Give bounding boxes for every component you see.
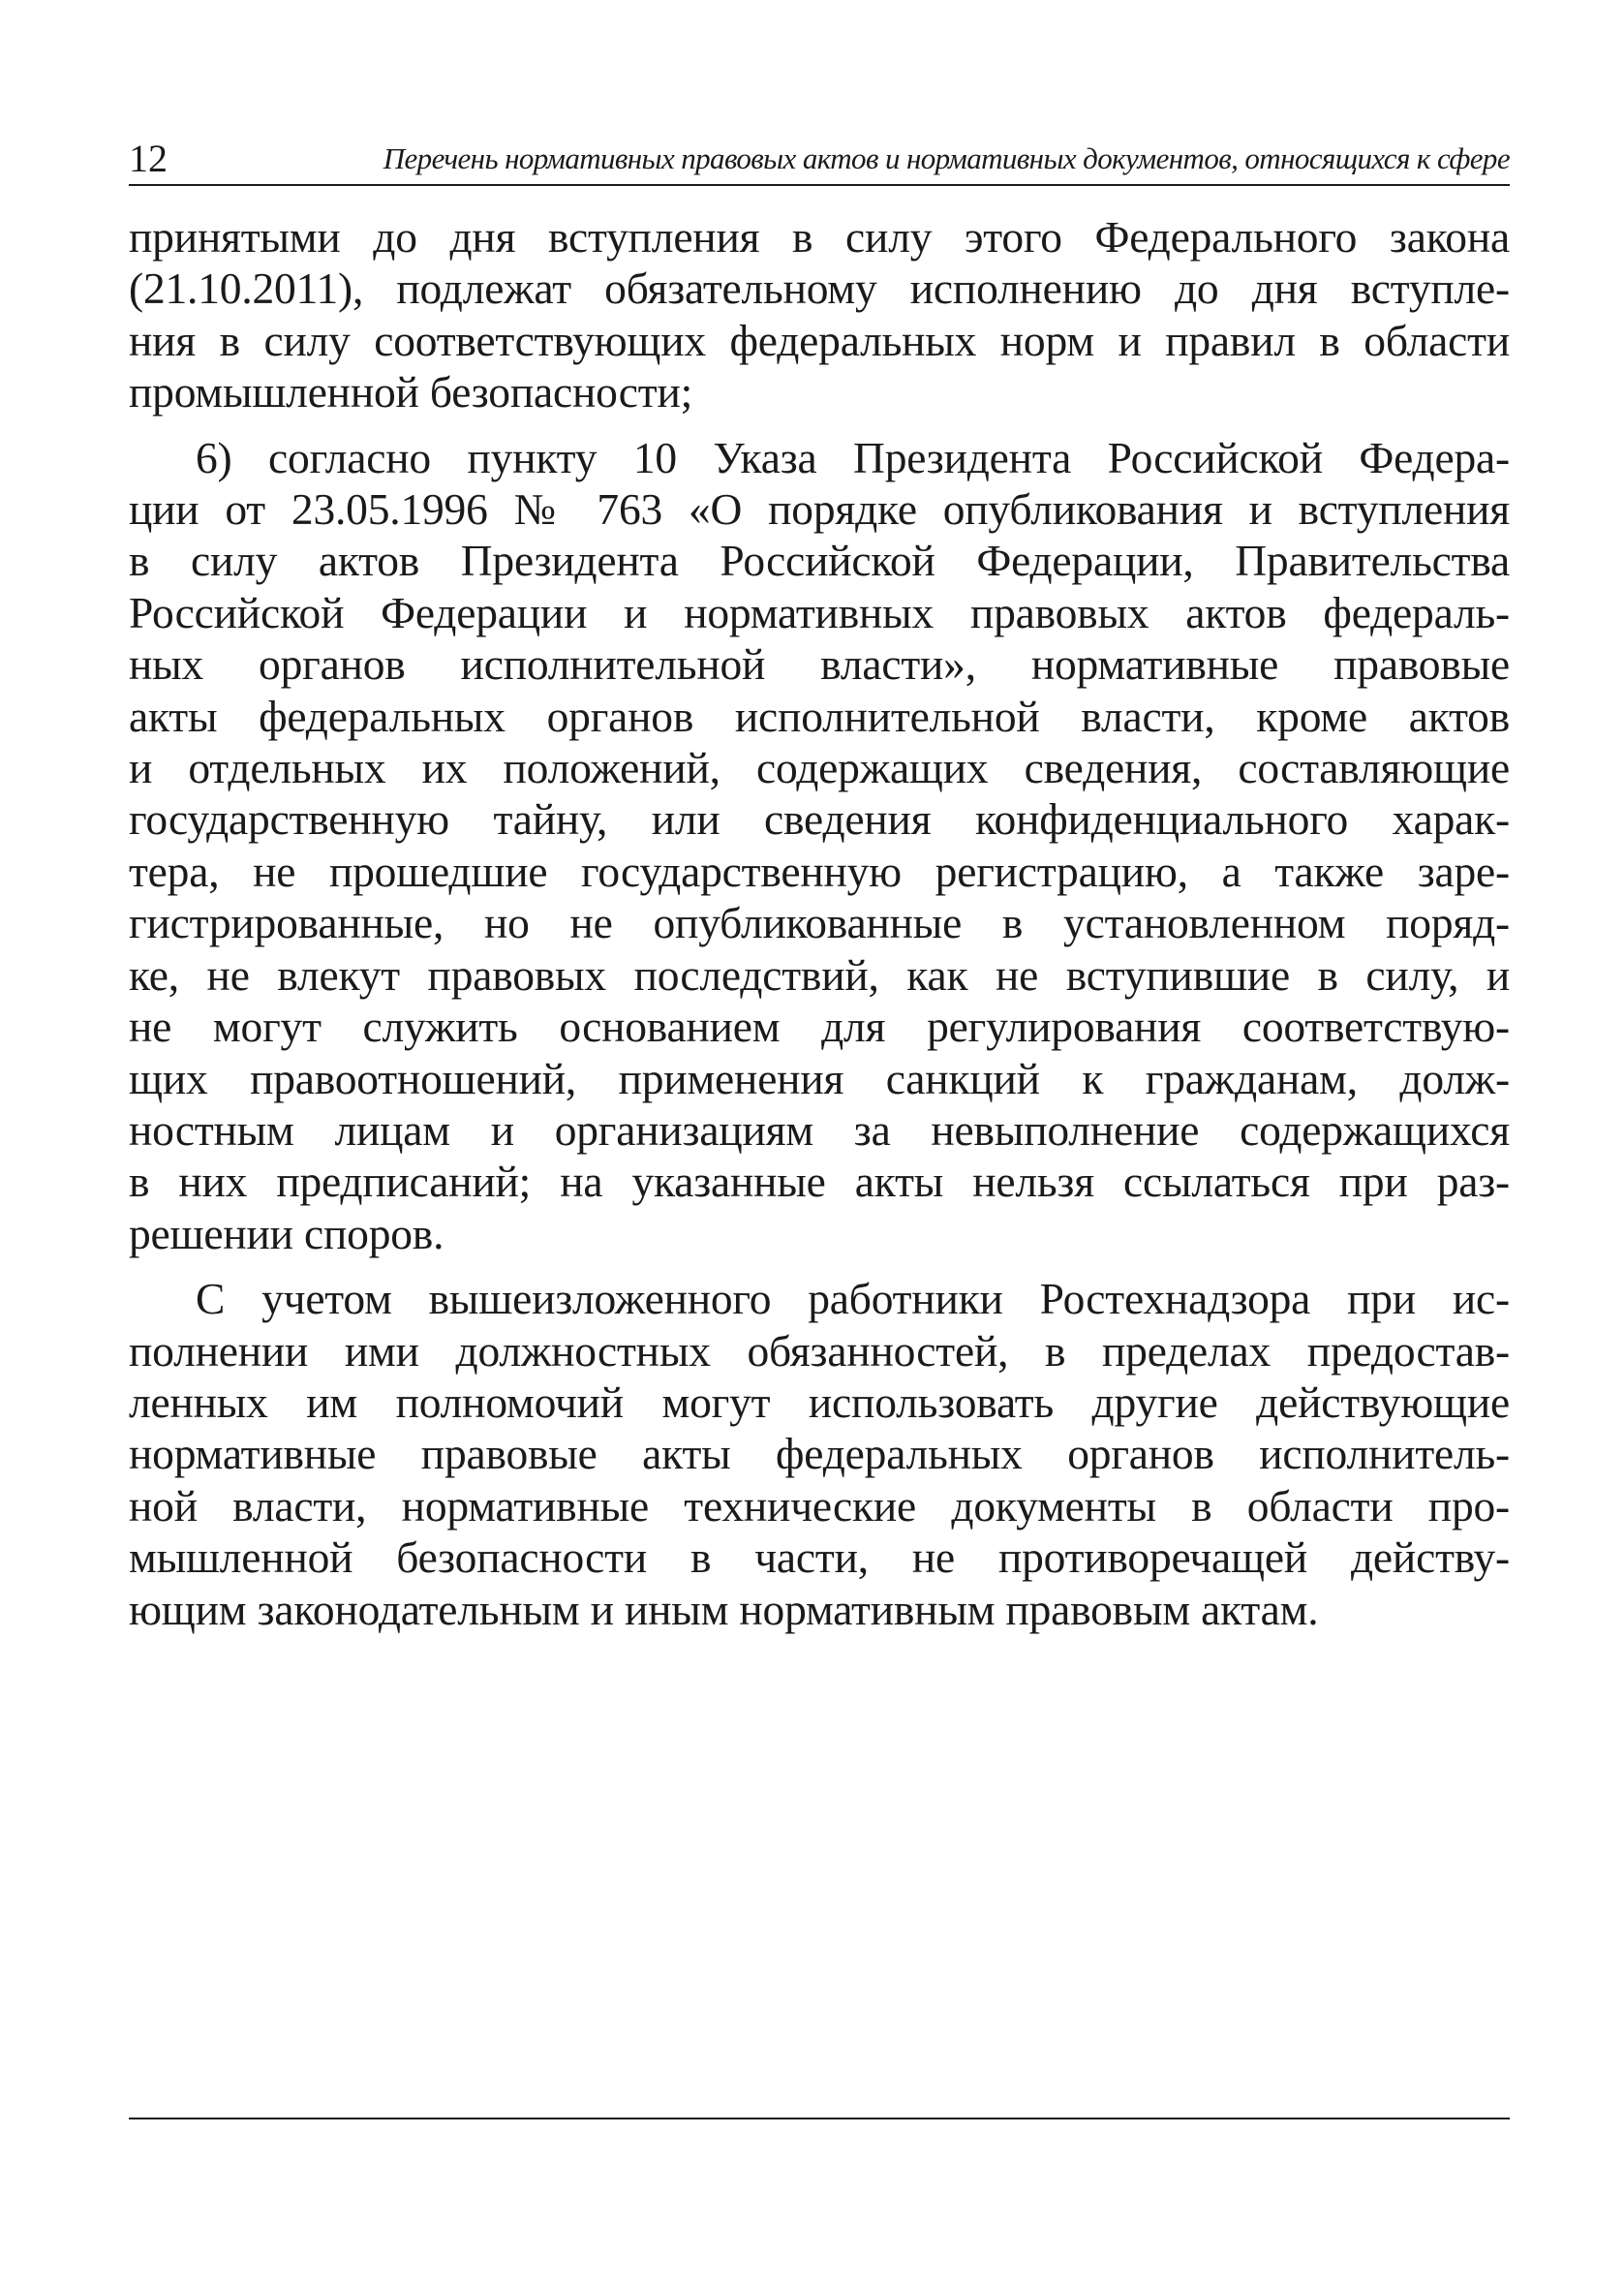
running-header	[129, 136, 1510, 186]
text-line: ностным лицам и организациям за невыполнение содержащихся	[129, 1104, 1510, 1155]
text-line: промышленной безопасности;	[129, 367, 693, 418]
text-line: ния в силу соответствующих федеральных норм и правил в области	[129, 315, 1510, 365]
text-line: решении споров.	[129, 1208, 444, 1258]
text-line: в силу актов Президента Российской Федерации, Правительства	[129, 536, 1510, 586]
footer-rule	[129, 2118, 1510, 2119]
text-line: ке, не влекут правовых последствий, как не вступившие в силу, и	[129, 949, 1510, 1000]
text-line: щих правоотношений, применения санкций к гражданам, долж-	[129, 1053, 1510, 1103]
body-text	[129, 211, 1510, 1649]
text-line: гистрированные, но не опубликованные в установленном поряд-	[129, 898, 1510, 948]
text-line: в них предписаний; на указанные акты нельзя ссылаться при раз-	[129, 1157, 1510, 1207]
paragraph-item-6	[129, 432, 1510, 1260]
text-line: ющим законодательным и иным нормативным правовым актам.	[129, 1584, 1319, 1634]
text-line: (21.10.2011), подлежат обязательному исполнению до дня вступле-	[129, 263, 1510, 314]
text-line: полнении ими должностных обязанностей, в пределах предостав-	[129, 1325, 1510, 1376]
text-line: мышленной безопасности в части, не противоречащей действу-	[129, 1532, 1510, 1583]
text-line: С учетом вышеизложенного работники Ростехнадзора при ис-	[196, 1274, 1510, 1324]
page-number: 12	[129, 137, 168, 180]
text-line: 6) согласно пункту 10 Указа Президента Российской Федера-	[196, 432, 1510, 482]
text-line: акты федеральных органов исполнительной власти, кроме актов	[129, 691, 1510, 741]
text-line: ных органов исполнительной власти», нормативные правовые	[129, 639, 1510, 690]
text-line: государственную тайну, или сведения конфиденциального харак-	[129, 794, 1510, 845]
text-line: нормативные правовые акты федеральных органов исполнитель-	[129, 1429, 1510, 1479]
text-line: тера, не прошедшие государственную регистрацию, а также заре-	[129, 846, 1510, 896]
running-header-title: Перечень нормативных правовых актов и нормативных документов, относящихся к сфере	[383, 141, 1510, 175]
text-line: и отдельных их положений, содержащих сведения, составляющие	[129, 743, 1510, 793]
text-line: не могут служить основанием для регулирования соответствую-	[129, 1002, 1510, 1052]
text-line: ции от 23.05.1996 № 763 «О порядке опубликования и вступления	[129, 484, 1510, 535]
paragraph-continuation	[129, 211, 1510, 418]
text-line: ной власти, нормативные технические документы в области про-	[129, 1480, 1510, 1531]
text-line: ленных им полномочий могут использовать другие действующие	[129, 1376, 1510, 1427]
paragraph-conclusion	[129, 1273, 1510, 1635]
text-line: принятыми до дня вступления в силу этого Федерального закона	[129, 212, 1510, 262]
text-line: Российской Федерации и нормативных правовых актов федераль-	[129, 587, 1510, 637]
